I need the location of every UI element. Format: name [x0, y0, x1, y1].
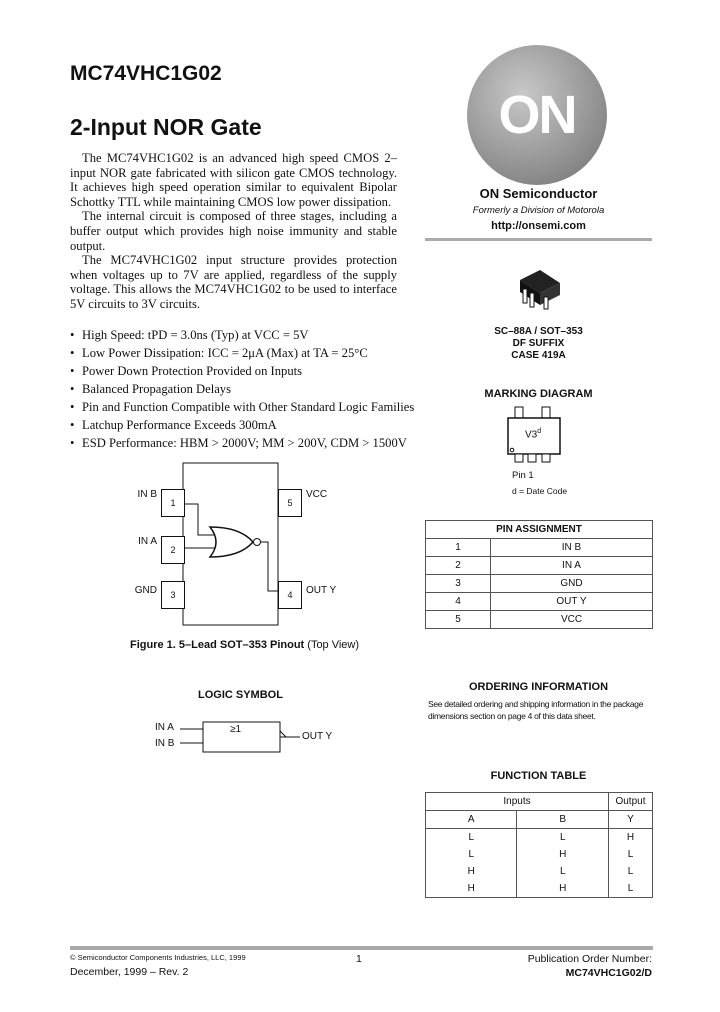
pin-label: GND [134, 585, 157, 596]
input-a-label: IN A [155, 722, 174, 733]
marking-title: MARKING DIAGRAM [484, 388, 593, 400]
publication-label: Publication Order Number: [527, 953, 652, 965]
feature-item: • ESD Performance: HBM > 2000V; MM > 200V, CDM > 1500V [70, 434, 415, 452]
feature-list [70, 326, 415, 452]
col-header: A [426, 811, 517, 829]
cell: L [426, 829, 517, 847]
logic-symbol-graphic [180, 715, 300, 760]
description [70, 151, 397, 312]
pin-4: 4 [278, 581, 302, 609]
function-table [425, 792, 653, 898]
output-header: Output [608, 793, 652, 811]
inputs-header: Inputs [426, 793, 609, 811]
cell: H [517, 880, 608, 898]
pin-name: IN A [491, 557, 653, 575]
col-header: Y [608, 811, 652, 829]
description-paragraph: The internal circuit is composed of three stages, including a buffer output which provides high noise immunity and stable output. [70, 209, 397, 253]
pin-name: VCC [491, 611, 653, 629]
cell: L [517, 863, 608, 880]
ordering-text: See detailed ordering and shipping information in the package dimensions section on page 4 of this data sheet. [428, 699, 644, 721]
date-mark: d [537, 428, 542, 435]
pin-name: IN B [491, 539, 653, 557]
col-header: B [517, 811, 608, 829]
marking-code-text: V3 [525, 429, 538, 441]
cell: L [608, 846, 652, 863]
description-paragraph: The MC74VHC1G02 input structure provides protection when voltages up to 7V are applied, regardless of the supply voltage. This allows the MC74VHC1G02 to be used to interface 5V circuits to 3V circuits. [70, 253, 397, 311]
logic-label: ≥1 [230, 724, 242, 735]
package-image [510, 265, 565, 315]
brand-tagline: Formerly a Division of Motorola [472, 205, 605, 216]
cell: H [608, 829, 652, 847]
feature-item: • High Speed: tPD = 3.0ns (Typ) at VCC = 5V [70, 326, 415, 344]
pin-2: 2 [161, 536, 185, 564]
brand-name: ON Semiconductor [479, 186, 598, 201]
cell: L [517, 829, 608, 847]
pin-5: 5 [278, 489, 302, 517]
pin-label: VCC [306, 489, 328, 500]
table-row [426, 611, 653, 629]
page-title: 2-Input NOR Gate [70, 114, 262, 140]
package-info [425, 326, 652, 362]
feature-item: • Pin and Function Compatible with Other Standard Logic Families [70, 398, 415, 416]
part-number: MC74VHC1G02 [70, 62, 222, 85]
pin-name: GND [491, 575, 653, 593]
pin-assignment-table [425, 520, 653, 629]
table-title: PIN ASSIGNMENT [426, 521, 653, 539]
table-row [426, 539, 653, 557]
footer-rule [70, 946, 653, 950]
cell: H [426, 880, 517, 898]
description-paragraph: The MC74VHC1G02 is an advanced high speed CMOS 2–input NOR gate fabricated with silicon gate CMOS technology. It achieves high speed operation similar to equivalent Bipolar Schottky TTL while maintaining CMOS low power dissipation. [70, 151, 397, 209]
pin-label: OUT Y [306, 585, 337, 596]
caption-rest: (Top View) [304, 639, 360, 651]
table-row [426, 593, 653, 611]
pin1-label: Pin 1 [512, 470, 534, 481]
package-line: DF SUFFIX [512, 338, 565, 349]
function-table-title: FUNCTION TABLE [490, 770, 587, 782]
table-row [426, 557, 653, 575]
divider [425, 238, 652, 241]
feature-item: • Balanced Propagation Delays [70, 380, 415, 398]
intro-section [70, 151, 415, 452]
pin-num: 1 [426, 539, 491, 557]
pin-label: IN A [138, 536, 157, 547]
table-row [426, 575, 653, 593]
ordering-title: ORDERING INFORMATION [468, 681, 609, 693]
logo-text: ON [498, 85, 576, 145]
cell: H [426, 863, 517, 880]
marking-code [525, 428, 541, 440]
package-line: CASE 419A [511, 350, 566, 361]
date-code-legend: d = Date Code [512, 486, 568, 496]
package-line: SC–88A / SOT–353 [494, 326, 583, 337]
pin-num: 3 [426, 575, 491, 593]
feature-item: • Low Power Dissipation: ICC = 2μA (Max) at TA = 25°C [70, 344, 415, 362]
copyright: © Semiconductor Components Industries, LLC, 1999 [70, 953, 246, 962]
pin-num: 5 [426, 611, 491, 629]
input-b-label: IN B [155, 738, 175, 749]
feature-item: • Latchup Performance Exceeds 300mA [70, 416, 415, 434]
on-semi-logo [467, 45, 607, 185]
output-label: OUT Y [302, 731, 333, 742]
figure-caption [130, 639, 359, 651]
revision-date: December, 1999 – Rev. 2 [70, 966, 189, 978]
cell: L [608, 863, 652, 880]
page-number: 1 [356, 953, 362, 965]
publication-number: MC74VHC1G02/D [565, 967, 652, 979]
pin-num: 2 [426, 557, 491, 575]
cell: H [517, 846, 608, 863]
cell: L [608, 880, 652, 898]
cell: L [426, 846, 517, 863]
feature-item: • Power Down Protection Provided on Inputs [70, 362, 415, 380]
caption-bold: Figure 1. 5–Lead SOT–353 Pinout [130, 639, 305, 651]
pin-3: 3 [161, 581, 185, 609]
logic-symbol-title: LOGIC SYMBOL [198, 689, 283, 701]
pin-num: 4 [426, 593, 491, 611]
brand-url[interactable]: http://onsemi.com [491, 220, 586, 232]
pin-name: OUT Y [491, 593, 653, 611]
pin-label: IN B [137, 489, 157, 500]
pin-1: 1 [161, 489, 185, 517]
